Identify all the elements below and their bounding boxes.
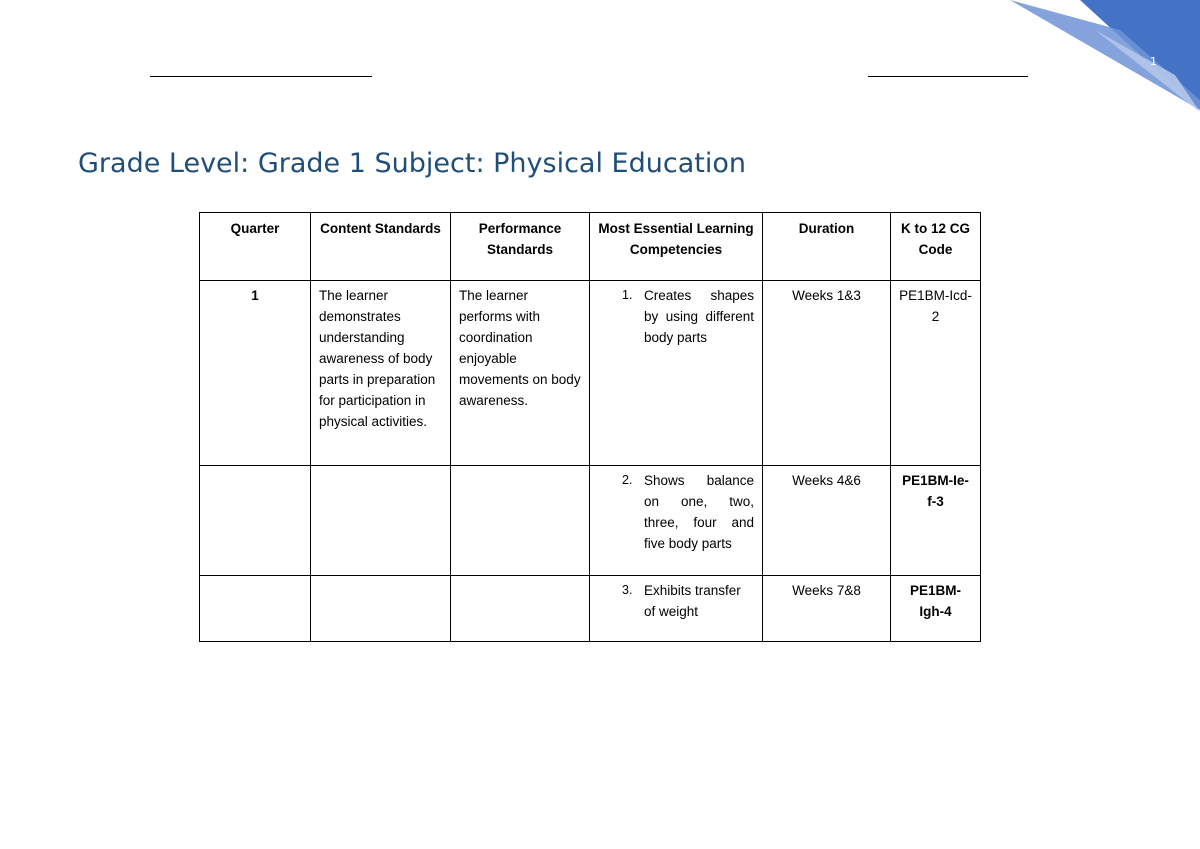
cell-performance-standard bbox=[451, 576, 590, 642]
cell-quarter bbox=[200, 466, 311, 576]
header-performance-standards: Performance Standards bbox=[451, 213, 590, 281]
header-competencies: Most Essential Learning Competencies bbox=[590, 213, 763, 281]
cell-cg-code: PE1BM-Icd-2 bbox=[891, 281, 981, 466]
melc-table bbox=[199, 212, 981, 642]
cell-quarter bbox=[200, 576, 311, 642]
cell-performance-standard bbox=[451, 466, 590, 576]
cell-duration: Weeks 7&8 bbox=[763, 576, 891, 642]
page-title: Grade Level: Grade 1 Subject: Physical Education bbox=[78, 148, 746, 179]
cell-cg-code: PE1BM-Igh-4 bbox=[891, 576, 981, 642]
cell-cg-code: PE1BM-Ie-f-3 bbox=[891, 466, 981, 576]
header-rule-right bbox=[868, 76, 1028, 77]
header-duration: Duration bbox=[763, 213, 891, 281]
table-row bbox=[200, 281, 981, 466]
cell-duration: Weeks 1&3 bbox=[763, 281, 891, 466]
header-content-standards: Content Standards bbox=[311, 213, 451, 281]
cell-content-standard: The learner demonstrates understanding awareness of body parts in preparation for participation in physical activities. bbox=[311, 281, 451, 466]
cell-performance-standard: The learner performs with coordination enjoyable movements on body awareness. bbox=[451, 281, 590, 466]
header-quarter: Quarter bbox=[200, 213, 311, 281]
competency-number: 3. bbox=[622, 583, 633, 597]
competency-number: 2. bbox=[622, 473, 633, 487]
cell-content-standard bbox=[311, 576, 451, 642]
cell-competency bbox=[590, 466, 763, 576]
cell-competency bbox=[590, 576, 763, 642]
header-rule-left bbox=[150, 76, 372, 77]
competency-text: Exhibits transfer of weight bbox=[644, 583, 741, 619]
corner-decoration bbox=[1000, 0, 1200, 140]
table-header-row bbox=[200, 213, 981, 281]
table-row bbox=[200, 466, 981, 576]
header-cg-code: K to 12 CG Code bbox=[891, 213, 981, 281]
cell-content-standard bbox=[311, 466, 451, 576]
cell-competency bbox=[590, 281, 763, 466]
competency-text: Shows balance on one, two, three, four and five body parts bbox=[644, 473, 754, 551]
page-number: 1 bbox=[1150, 55, 1157, 68]
competency-number: 1. bbox=[622, 288, 633, 302]
competency-text: Creates shapes by using different body parts bbox=[644, 288, 754, 345]
cell-quarter: 1 bbox=[200, 281, 311, 466]
cell-duration: Weeks 4&6 bbox=[763, 466, 891, 576]
table-row bbox=[200, 576, 981, 642]
